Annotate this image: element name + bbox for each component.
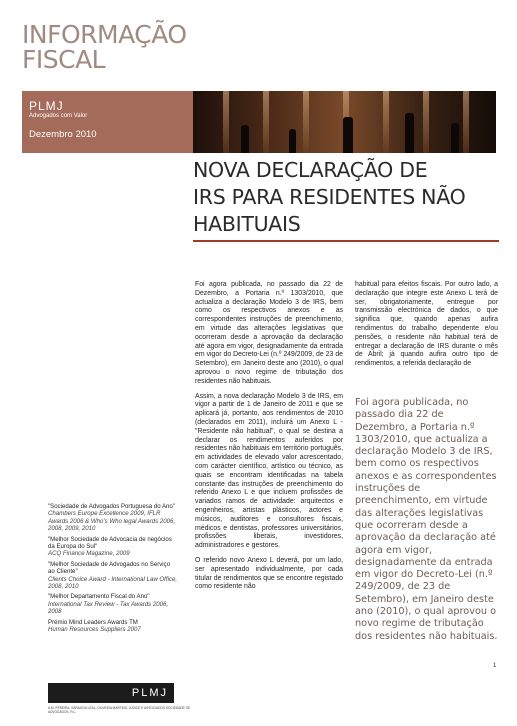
paragraph: habitual para efeitos fiscais. Por outro lado, a declaração que integre este Anexo L terá de ser, obrigatoriamente, entregue por transmissão electrónica de dados, o que significa que, quando apenas aufira rendimentos do trabalho dependente e/ou pensões, o residente não habitual terá de entregar a declaração de IRS durante o mês de Abril; já quando aufira outro tipo de rendimentos, a referida declaração de [355,281,498,368]
pull-quote: Foi agora publicada, no passado dia 22 de Dezembro, a Portaria n.º 1303/2010, que actualiza a declaração Modelo 3 de IRS, bem como os respectivos anexos e as correspondentes instruções de preenchimento, em virtude das alterações legislativas que ocorreram desde a aprovação da declaração até agora em vigor, designadamente da entrada em vigor do Decreto-Lei (n.º 249/2009, de 23 de Setembro), em Janeiro deste ano (2010), o qual aprovou o novo regime de tributação dos residentes não habituais. [355,397,498,642]
award-title: "Melhor Sociedade de Advocacia de negócios da Europa do Sul" [48,535,172,551]
page-number: 1 [493,663,497,669]
banner-photo [193,91,496,153]
photo-window-light [263,91,269,153]
paragraph: Foi agora publicada, no passado dia 22 de Dezembro, a Portaria n.º 1303/2010, que actualiza a declaração Modelo 3 de IRS, bem como os respectivos anexos e as correspondentes instruções de preenchimento, em virtude das alterações legislativas que ocorreram desde a aprovação da declaração até agora em vigor, designadamente da entrada em vigor do Decreto-Lei (n.º 249/2009, de 23 de Setembro), em Janeiro deste ano (2010), o qual aprovou o novo regime de tributação dos residentes não habituais. [195,281,343,385]
body-column-1 [195,281,343,598]
photo-window-light [463,91,469,153]
award-item [48,561,178,591]
title-line-1: NOVA DECLARAÇÃO DE [193,158,428,182]
footer-logo-box [48,683,174,703]
title-line-2: IRS PARA RESIDENTES NÃO [193,185,466,209]
photo-figure [343,117,353,153]
award-source: ACQ Finance Magazine, 2009 [48,550,130,558]
awards-list [48,503,178,637]
brand-tagline: Advogados com Valor [29,113,88,119]
title-line-3: HABITUAIS [193,212,301,236]
header-line-1: INFORMAÇÃO [22,20,187,49]
article-title [193,157,499,238]
banner [22,91,496,153]
paragraph: O referido novo Anexo L deverá, por um lado, ser apresentado individualmente, por cada titular de rendimentos que se encontre registado como residente não [195,556,343,591]
header-line-2: FISCAL [22,45,106,74]
body-column-2 [355,281,498,375]
award-source: Human Resources Suppliers 2007 [48,626,141,634]
document-header [22,22,187,72]
award-item [48,593,178,615]
footer-logo: PLMJ [131,687,168,699]
title-rule [193,240,499,242]
award-title: "Sociedade de Advogados Portuguesa do Ano" [48,503,175,510]
issue-date: Dezembro 2010 [29,129,97,140]
award-source: Chambers Europe Excellence 2009, IFLR Awards 2006 & Who's Who legal Awards 2006, 2008, 2009, 2010 [48,510,176,533]
photo-window-light [223,91,229,153]
footer-firm-name: A.M. PEREIRA, SÁRAGGA LEAL, OLIVEIRA MARTINS, JÚDICE E ASSOCIADOS SOCIEDADE DE ADVOGADOS, R.L. [48,706,190,714]
brand-name: PLMJ [29,99,64,113]
award-item [48,536,178,558]
award-item [48,619,178,634]
banner-brand-panel [22,91,193,153]
photo-window-light [383,91,389,153]
paragraph: Assim, a nova declaração Modelo 3 de IRS, em vigor a partir de 1 de Janeiro de 2011 e que se aplicará já, portanto, aos rendimentos de 2010 (declarados em 2011), incluirá um Anexo L - "Residente não habitual", o qual se destina a declarar os rendimentos auferidos por residentes não habituais em território português, em actividades de elevado valor acrescentado, com carácter científico, artístico ou técnico, as quais se encontram identificadas na tabela constante das instruções de preenchimento do referido Anexo L e que incluem profissões de variados ramos de actividade: arquitectos e engenheiros, artistas plásticos, actores e músicos, auditores e consultores fiscais, médicos e dentistas, professores universitários, profissões liberais, investidores, administradores e gestores. [195,392,343,550]
photo-figure [405,113,414,153]
award-source: Clients Choice Award - International Law Office, 2008, 2010 [48,575,178,591]
award-title: "Melhor Sociedade de Advogados no Serviço ao Cliente" [48,560,171,576]
award-item [48,503,178,533]
award-source: International Tax Review - Tax Awards 2006, 2008 [48,600,169,616]
photo-window-light [423,91,429,153]
photo-window-light [303,91,309,153]
photo-figure [241,125,249,153]
award-title: "Melhor Departamento Fiscal do Ano" [48,593,150,601]
award-title: Prémio Mind Leaders Awards TM [48,618,138,626]
photo-figure [451,123,459,153]
photo-figure [289,129,296,153]
